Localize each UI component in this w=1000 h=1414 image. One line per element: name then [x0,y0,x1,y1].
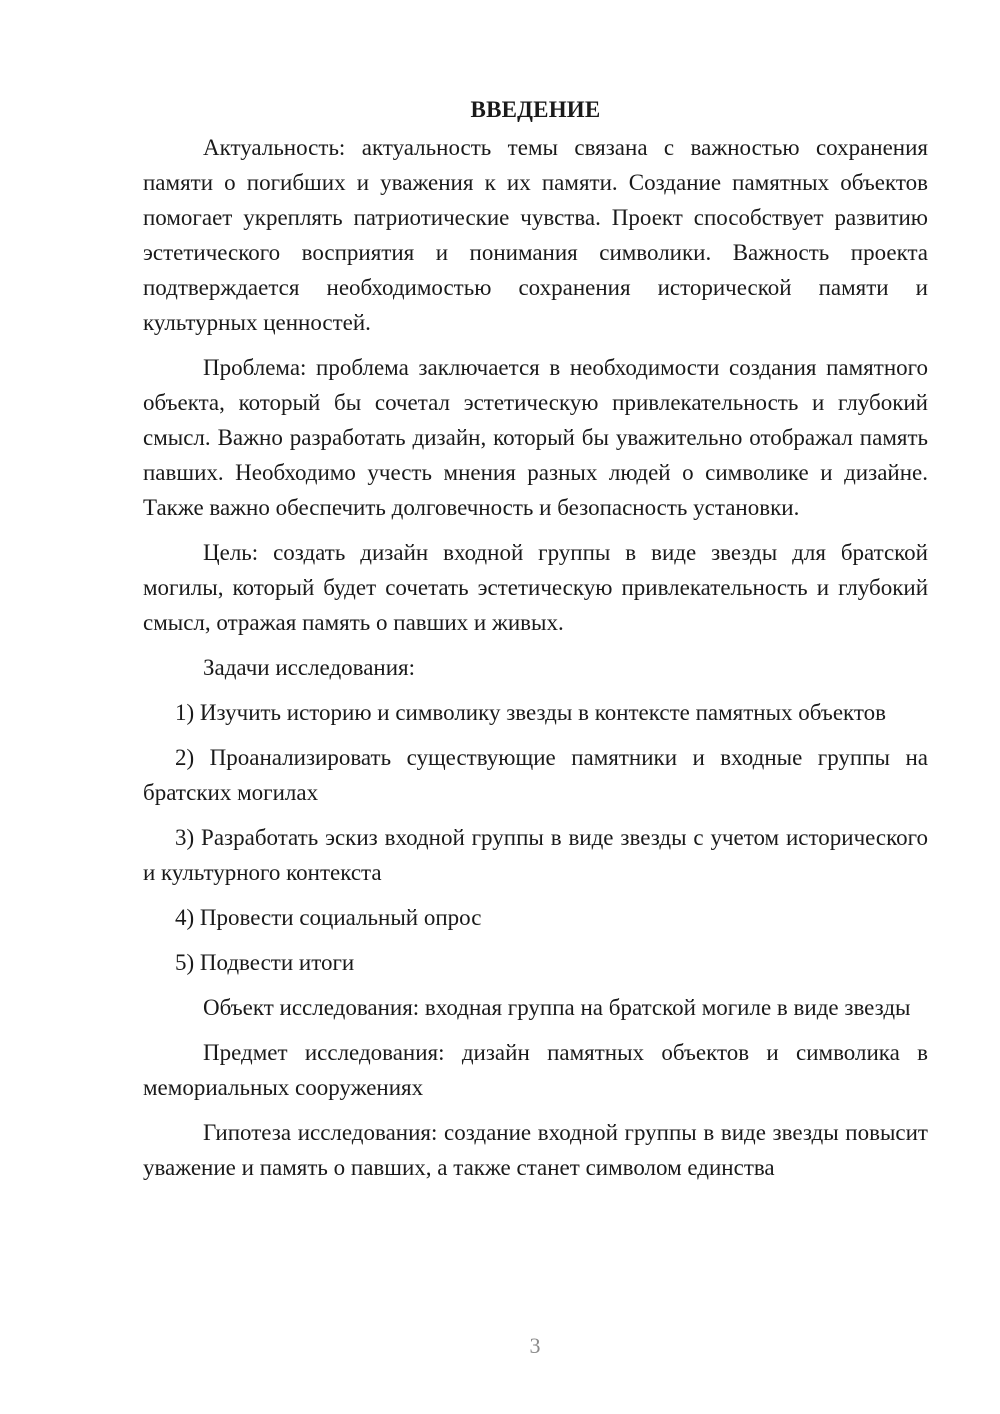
task-item-3: 3) Разработать эскиз входной группы в виде звезды с учетом исторического и культурного контекста [143,825,928,885]
hypothesis-paragraph: Гипотеза исследования: создание входной группы в виде звезды повысит уважение и память о павших, а также станет символом единства [143,1120,928,1180]
task-item-1: 1) Изучить историю и символику звезды в контексте памятных объектов [175,700,887,725]
page-title: ВВЕДЕНИЕ [470,97,601,122]
problem-paragraph: Проблема: проблема заключается в необходимости создания памятного объекта, который бы сочетал эстетическую привлекательность и глубокий смысл. Важно разработать дизайн, который бы уважительно отображал память павших. Необходимо учесть мнения разных людей о символике и дизайне. Также важно обеспечить долговечность и безопасность установки. [143,355,928,520]
task-item-4: 4) Провести социальный опрос [175,905,482,930]
goal-paragraph: Цель: создать дизайн входной группы в виде звезды для братской могилы, который будет сочетать эстетическую привлекательность и глубокий смысл, отражая память о павших и живых. [143,540,928,635]
document-page [143,92,928,1185]
task-item-2: 2) Проанализировать существующие памятники и входные группы на братских могилах [143,745,928,805]
page-number: 3 [529,1333,541,1358]
research-subject-paragraph: Предмет исследования: дизайн памятных объектов и символика в мемориальных сооружениях [143,1040,928,1100]
research-object-paragraph: Объект исследования: входная группа на братской могиле в виде звезды [203,995,911,1020]
task-item-5: 5) Подвести итоги [175,950,355,975]
relevance-paragraph: Актуальность: актуальность темы связана с важностью сохранения памяти о погибших и уважения к их памяти. Создание памятных объектов помогает укреплять патриотические чувства. Проект способствует развитию эстетического восприятия и понимания символики. Важность проекта подтверждается необходимостью сохранения исторической памяти и культурных ценностей. [143,135,928,335]
tasks-title: Задачи исследования: [203,655,416,680]
